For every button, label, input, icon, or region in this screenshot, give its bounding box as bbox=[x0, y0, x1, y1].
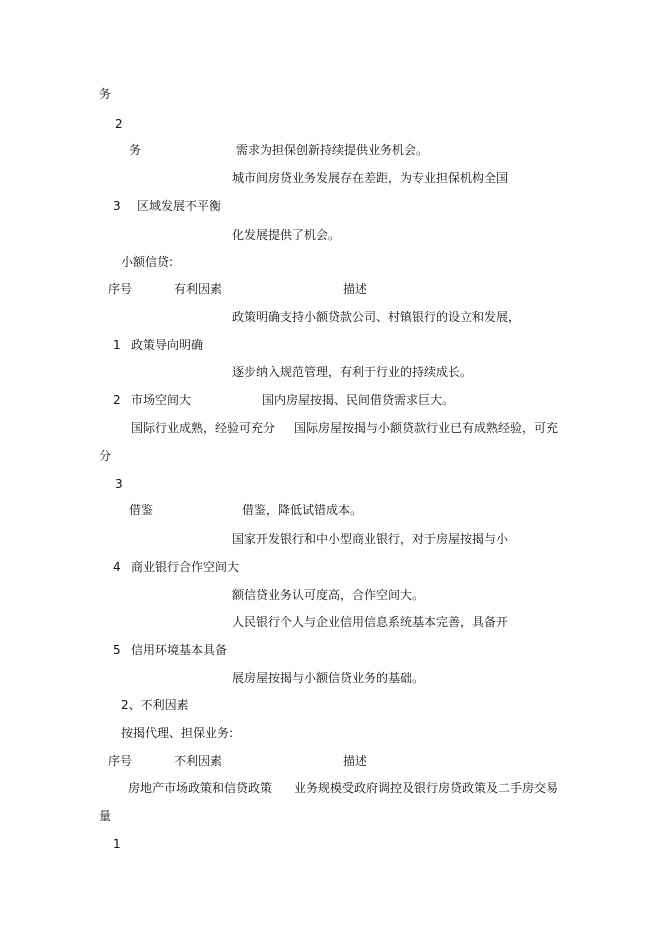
description-cell: 化发展提供了机会。 bbox=[232, 228, 341, 242]
table-header-number: 序号 bbox=[108, 754, 133, 768]
row-number: 2 bbox=[113, 393, 121, 407]
description-cell: 需求为担保创新持续提供业务机会。 bbox=[236, 143, 429, 157]
row-number: 3 bbox=[113, 199, 121, 213]
description-cell: 借鉴，降低试错成本。 bbox=[242, 503, 363, 517]
factor-cell: 信用环境基本具备 bbox=[131, 643, 228, 657]
section-heading: 2、不利因素 bbox=[121, 698, 189, 712]
table-header-factor: 不利因素 bbox=[174, 754, 223, 768]
factor-cell: 商业银行合作空间大 bbox=[131, 560, 240, 574]
factor-cell: 房地产市场政策和信贷政策 bbox=[128, 781, 273, 795]
description-cell: 城市间房贷业务发展存在差距，为专业担保机构全国 bbox=[232, 171, 509, 185]
table-header-description: 描述 bbox=[343, 282, 368, 296]
factor-cell: 借鉴 bbox=[129, 503, 154, 517]
text-line: 分 bbox=[99, 449, 112, 463]
description-cell: 业务规模受政府调控及银行房贷政策及二手房交易 bbox=[294, 781, 559, 795]
factor-cell: 市场空间大 bbox=[131, 393, 192, 407]
factor-cell: 国际行业成熟，经验可充分 bbox=[131, 421, 276, 435]
row-number: 4 bbox=[113, 560, 121, 574]
text-line: 务 bbox=[99, 87, 112, 101]
factor-cell: 务 bbox=[129, 143, 142, 157]
row-number: 1 bbox=[113, 338, 121, 352]
description-cell: 国内房屋按揭、民间借贷需求巨大。 bbox=[262, 393, 455, 407]
description-cell: 国家开发银行和中小型商业银行，对于房屋按揭与小 bbox=[232, 532, 509, 546]
description-cell: 额信贷业务认可度高，合作空间大。 bbox=[232, 588, 425, 602]
table-header-description: 描述 bbox=[343, 754, 368, 768]
description-cell: 展房屋按揭与小额信贷业务的基础。 bbox=[232, 671, 425, 685]
description-cell: 政策明确支持小额贷款公司、村镇银行的设立和发展， bbox=[232, 310, 521, 324]
description-cell: 国际房屋按揭与小额贷款行业已有成熟经验，可充 bbox=[294, 421, 559, 435]
row-number: 2 bbox=[115, 117, 123, 131]
description-cell: 人民银行个人与企业信用信息系统基本完善，具备开 bbox=[232, 615, 509, 629]
factor-cell: 区域发展不平衡 bbox=[137, 199, 222, 213]
row-number: 3 bbox=[115, 477, 123, 491]
section-heading: 小额信贷: bbox=[121, 255, 174, 269]
section-heading: 按揭代理、担保业务: bbox=[121, 726, 234, 740]
row-number: 1 bbox=[113, 837, 121, 851]
description-cell: 逐步纳入规范管理，有利于行业的持续成长。 bbox=[232, 365, 473, 379]
table-header-factor: 有利因素 bbox=[174, 282, 223, 296]
row-number: 5 bbox=[113, 643, 121, 657]
text-line: 量 bbox=[99, 809, 112, 823]
factor-cell: 政策导向明确 bbox=[131, 338, 204, 352]
table-header-number: 序号 bbox=[108, 282, 133, 296]
